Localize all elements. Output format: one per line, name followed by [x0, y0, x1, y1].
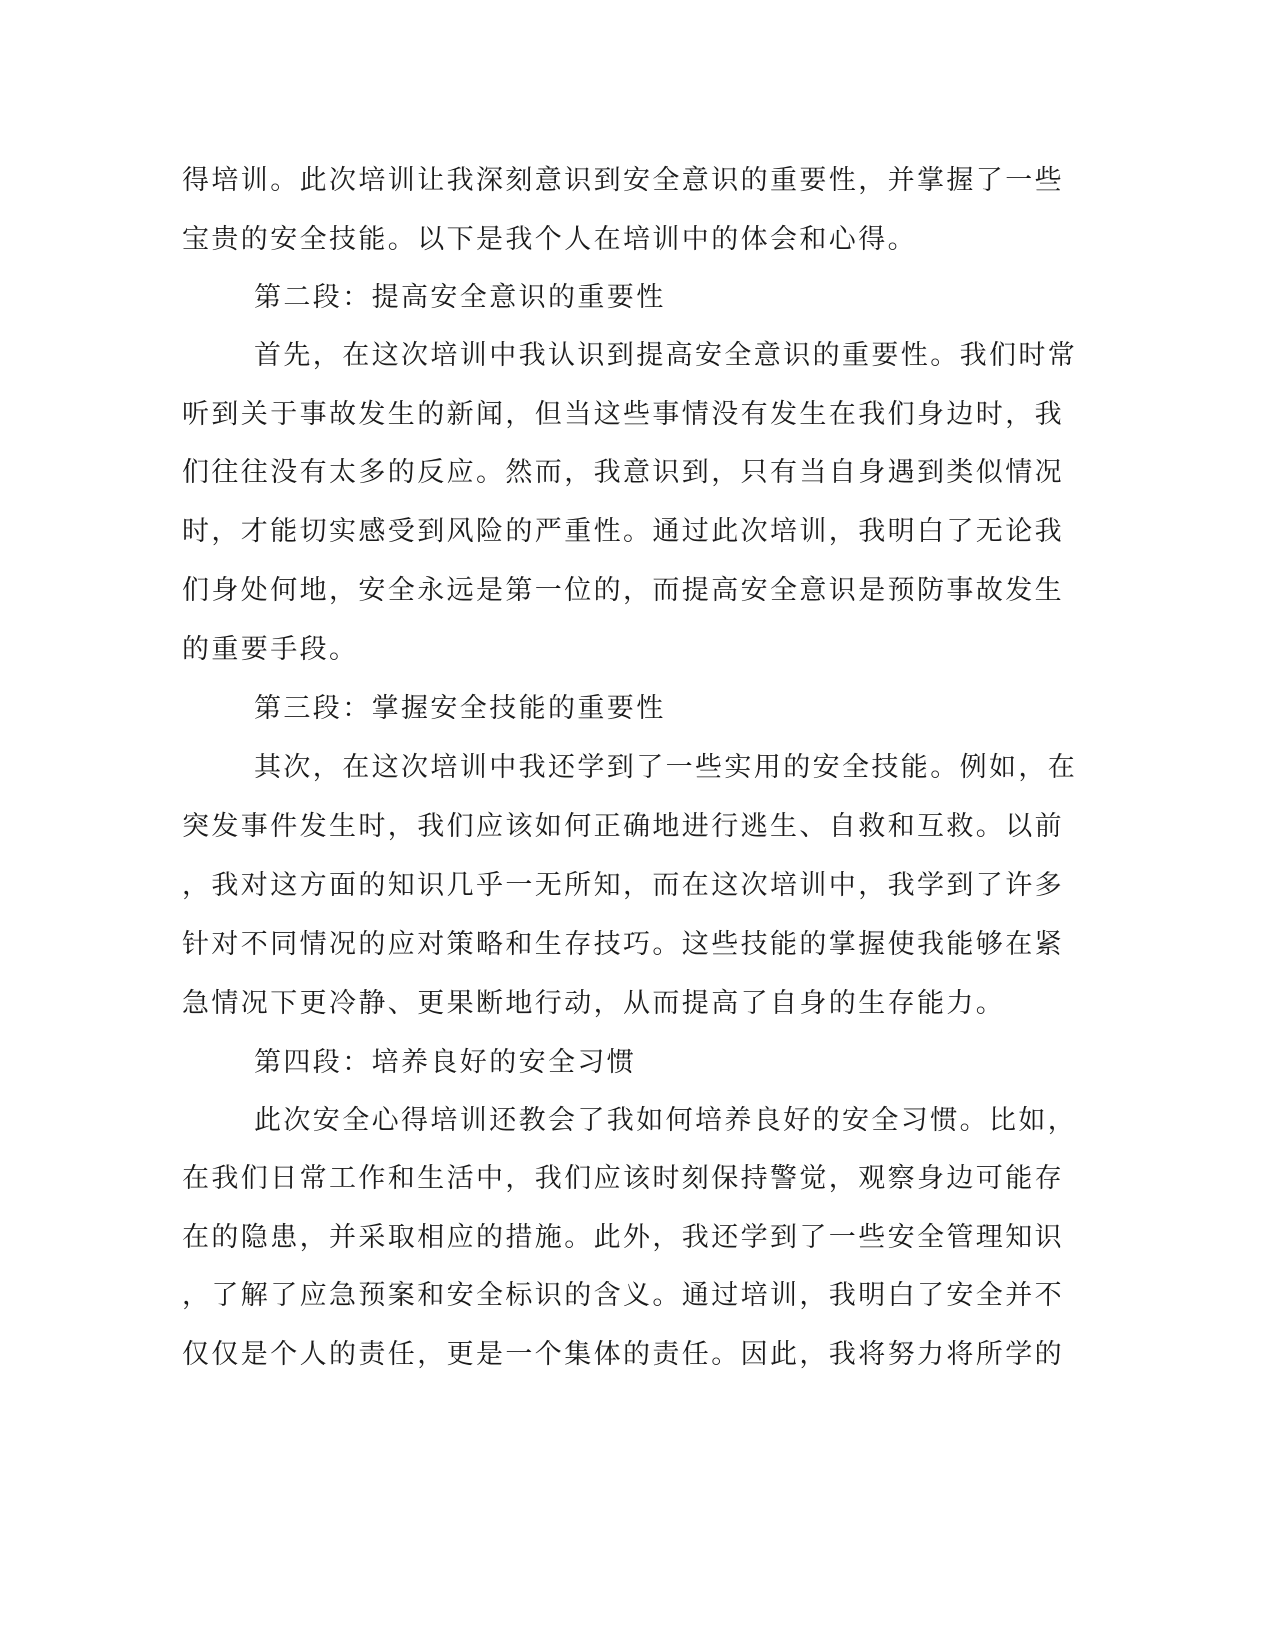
body-text-line: 在我们日常工作和生活中，我们应该时刻保持警觉，观察身边可能存 [182, 1163, 1064, 1194]
body-text-line: 得培训。此次培训让我深刻意识到安全意识的重要性，并掌握了一些 [182, 165, 1064, 196]
body-text-line: 们身处何地，安全永远是第一位的，而提高安全意识是预防事故发生 [182, 575, 1064, 606]
section-heading-4: 第四段：培养良好的安全习惯 [254, 1047, 637, 1078]
section-heading-2: 第二段：提高安全意识的重要性 [254, 282, 666, 313]
body-text-line: 的重要手段。 [182, 634, 359, 665]
body-text-line: 仅仅是个人的责任，更是一个集体的责任。因此，我将努力将所学的 [182, 1339, 1064, 1370]
section-heading-3: 第三段：掌握安全技能的重要性 [254, 693, 666, 724]
body-text-line: 急情况下更冷静、更果断地行动，从而提高了自身的生存能力。 [182, 988, 1006, 1019]
body-text-line: 宝贵的安全技能。以下是我个人在培训中的体会和心得。 [182, 224, 917, 255]
body-text-line: 突发事件发生时，我们应该如何正确地进行逃生、自救和互救。以前 [182, 811, 1064, 842]
body-text-line: 其次，在这次培训中我还学到了一些实用的安全技能。例如，在 [254, 752, 1078, 783]
body-text-line: 针对不同情况的应对策略和生存技巧。这些技能的掌握使我能够在紧 [182, 929, 1064, 960]
body-text-line: 听到关于事故发生的新闻，但当这些事情没有发生在我们身边时，我 [182, 399, 1064, 430]
body-text-line: ，我对这方面的知识几乎一无所知，而在这次培训中，我学到了许多 [182, 870, 1064, 901]
body-text-line: 首先，在这次培训中我认识到提高安全意识的重要性。我们时常 [254, 340, 1078, 371]
body-text-line: 时，才能切实感受到风险的严重性。通过此次培训，我明白了无论我 [182, 516, 1064, 547]
body-text-line: ，了解了应急预案和安全标识的含义。通过培训，我明白了安全并不 [182, 1280, 1064, 1311]
body-text-line: 此次安全心得培训还教会了我如何培养良好的安全习惯。比如， [254, 1105, 1078, 1136]
body-text-line: 们往往没有太多的反应。然而，我意识到，只有当自身遇到类似情况 [182, 457, 1064, 488]
body-text-line: 在的隐患，并采取相应的措施。此外，我还学到了一些安全管理知识 [182, 1222, 1064, 1253]
